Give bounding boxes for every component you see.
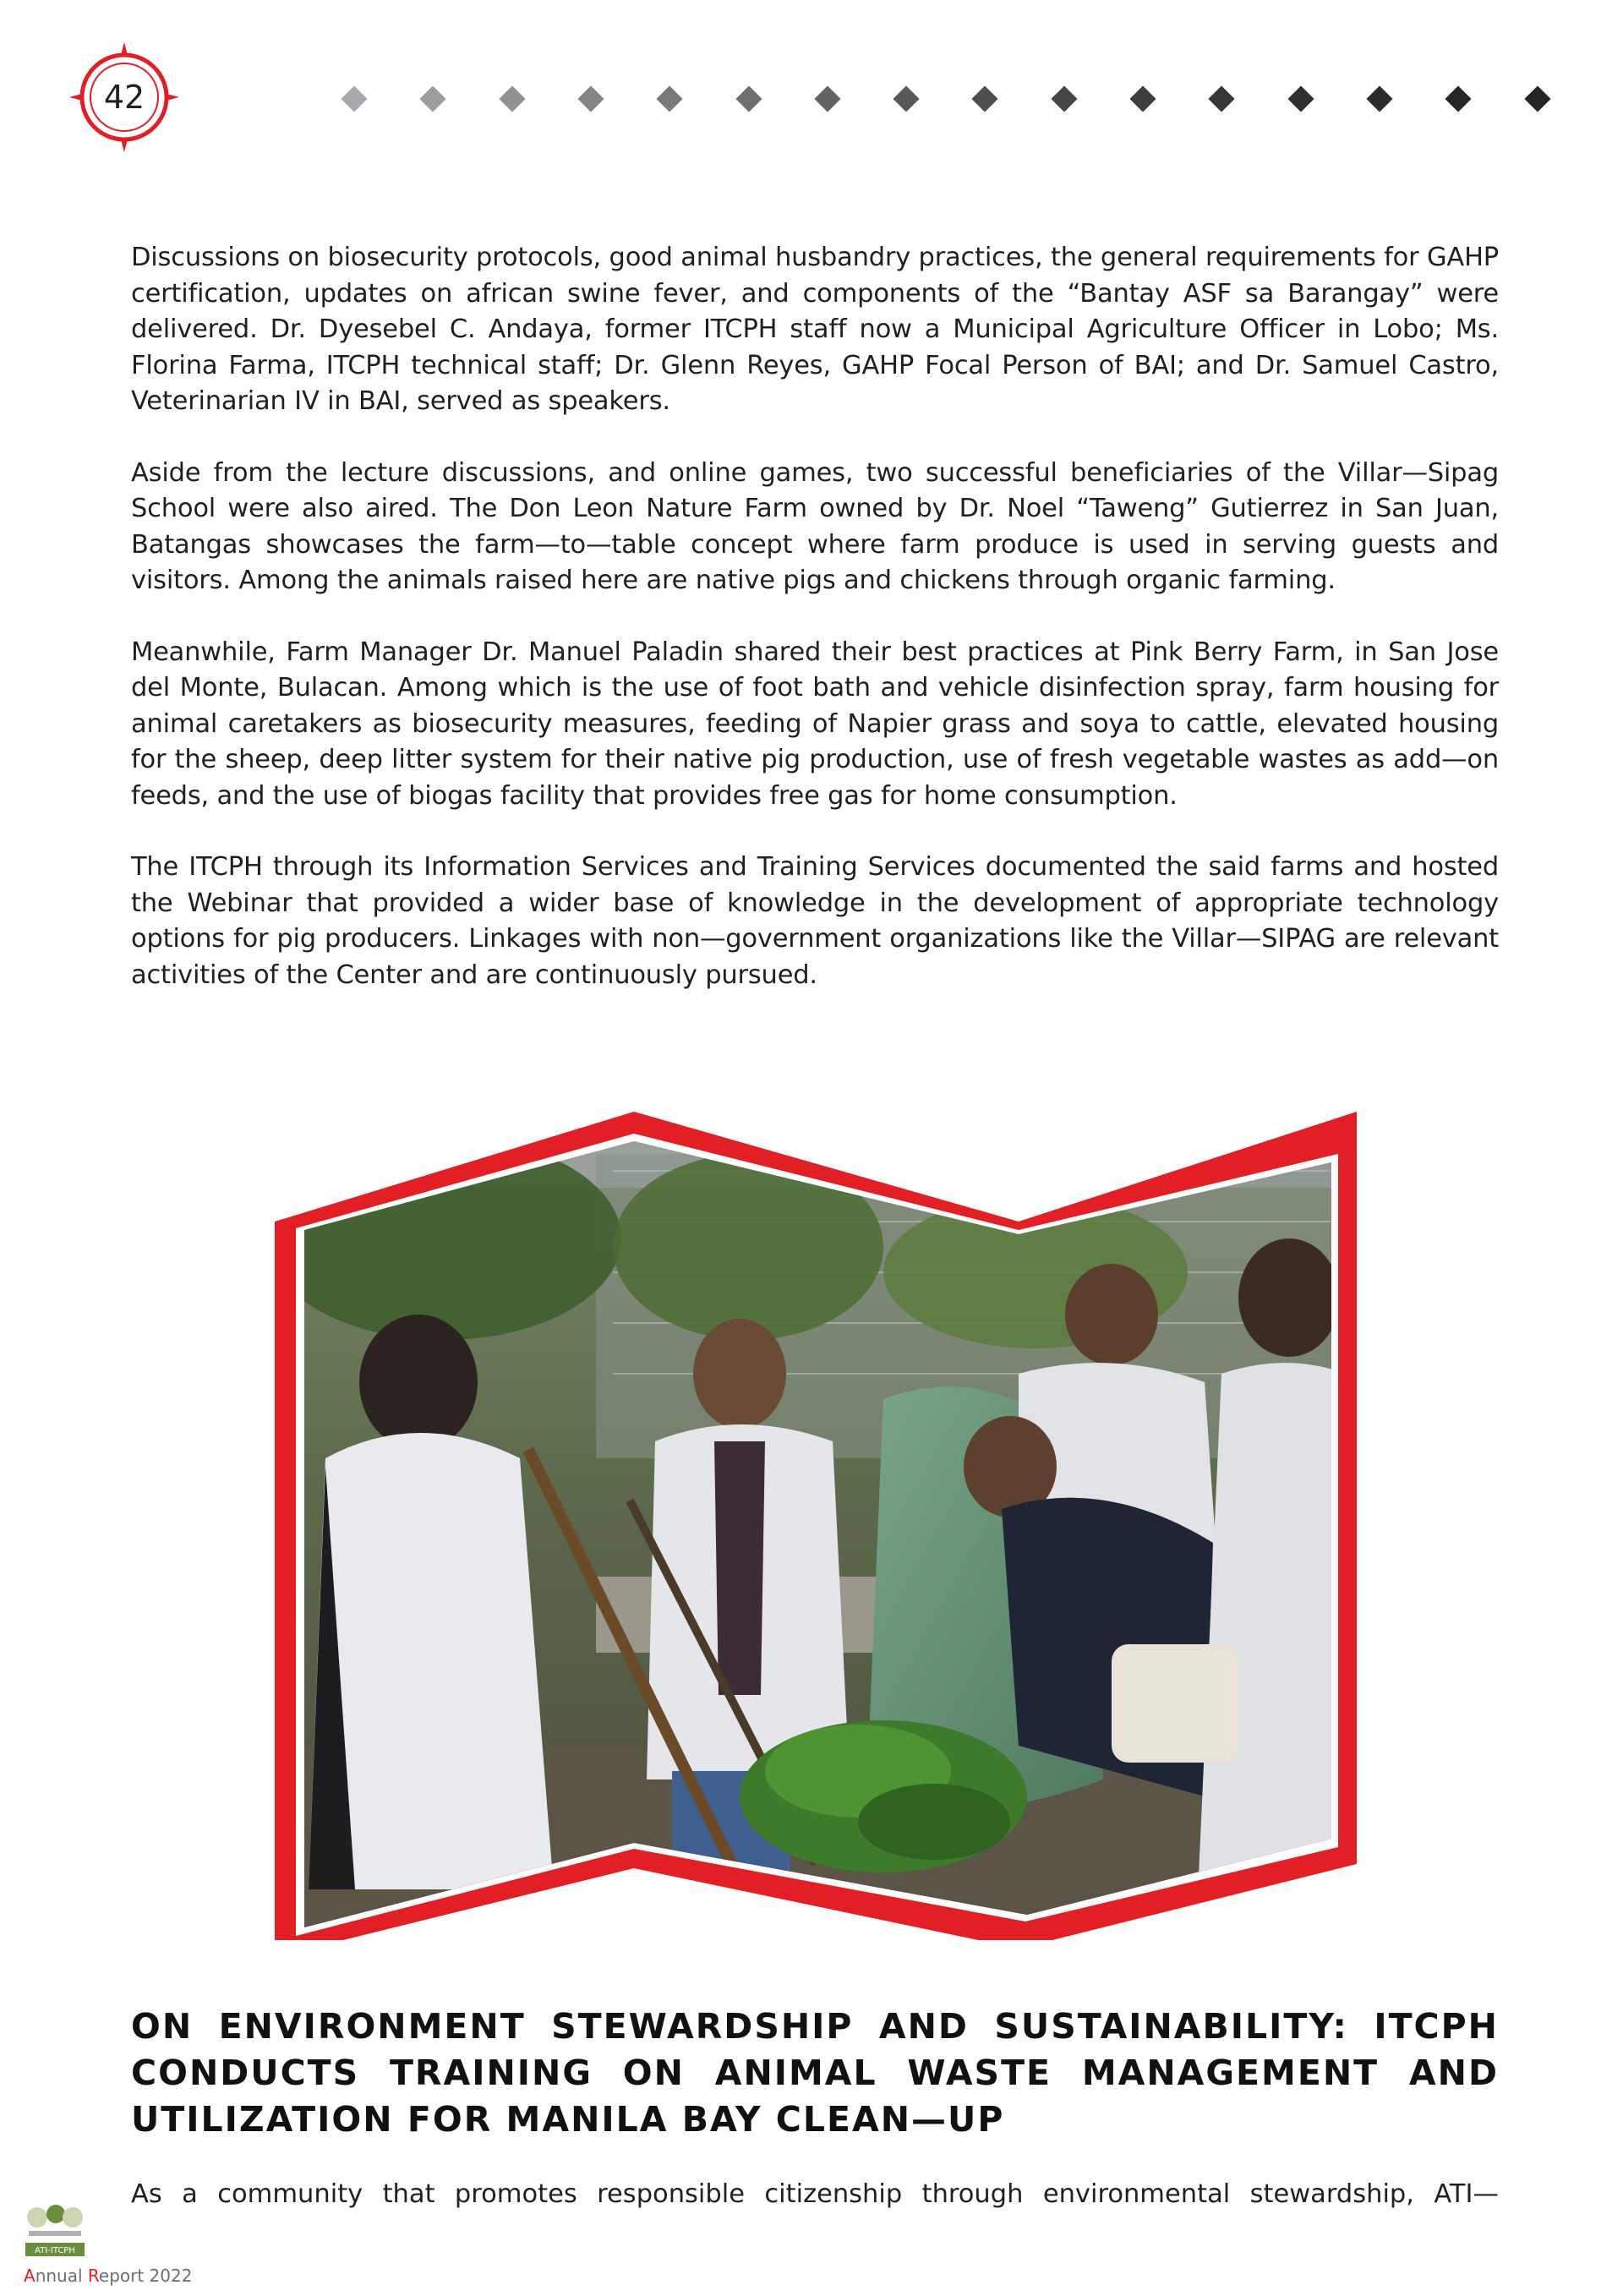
article-paragraph: Aside from the lecture discussions, and online games, two successful beneficiaries of the Villar—Sipag School were also aired. The Don Leon Nature Farm owned by Dr. Noel “Taweng” Gutierrez in San Juan, Batangas showcases the farm—to—table concept where farm produce is used in serving guests and visitors. Among the animals raised here are native pigs and chickens through organic farming. <box>131 457 1499 595</box>
ati-itcph-logo <box>24 2202 86 2261</box>
decorative-diamond-icon <box>1445 85 1471 112</box>
farm-workers-photo <box>275 1103 1357 1940</box>
footer-title-r: R <box>87 2266 99 2286</box>
footer-title-initial: A <box>24 2266 36 2286</box>
footer-title-part: eport 2022 <box>98 2266 193 2286</box>
article-body <box>131 240 1499 1029</box>
photo-frame <box>275 1103 1357 1940</box>
article-paragraph: Discussions on biosecurity protocols, good animal husbandry practices, the general requirements for GAHP certification, updates on african swine fever, and components of the “Bantay ASF sa Barangay” were delivered. Dr. Dyesebel C. Andaya, former ITCPH staff now a Municipal Agriculture Officer in Lobo; Ms. Florina Farma, ITCPH technical staff; Dr. Glenn Reyes, GAHP Focal Person of BAI; and Dr. Samuel Castro, Veterinarian IV in BAI, served as speakers. <box>131 243 1499 416</box>
decorative-diamond-icon <box>971 85 997 112</box>
decorative-diamond-icon <box>656 85 682 112</box>
page-number: 42 <box>103 79 145 116</box>
article-paragraph: Meanwhile, Farm Manager Dr. Manuel Paladin shared their best practices at Pink Berry Farm, in San Jose del Monte, Bulacan. Among which is the use of foot bath and vehicle disinfection spray, farm housing for animal caretakers as biosecurity measures, feeding of Napier grass and soya to cattle, elevated housing for the sheep, deep litter system for their native pig production, use of fresh vegetable wastes as add—on feeds, and the use of biogas facility that provides free gas for home consumption. <box>131 637 1499 811</box>
decorative-diamond-icon <box>419 85 445 112</box>
section-heading: ON ENVIRONMENT STEWARDSHIP AND SUSTAINABILITY: ITCPH CONDUCTS TRAINING ON ANIMAL WASTE MANAGEMENT AND UTILIZATION FOR MANILA BAY CLEAN—UP <box>131 2006 1499 2140</box>
article-paragraph: The ITCPH through its Information Services and Training Services documented the said farms and hosted the Webinar that provided a wider base of knowledge in the development of appropriate technology options for pig producers. Linkages with non—government organizations like the Villar—SIPAG are relevant activities of the Center and are continuously pursued. <box>131 852 1499 990</box>
decorative-diamond-icon <box>1524 85 1550 112</box>
decorative-diamond-icon <box>735 85 762 112</box>
decorative-diamond-icon <box>1051 85 1077 112</box>
decorative-diamond-icon <box>499 85 525 112</box>
decorative-diamond-icon <box>814 85 840 112</box>
header-diamond-row <box>345 86 1554 112</box>
decorative-diamond-icon <box>1208 85 1234 112</box>
decorative-diamond-icon <box>893 85 919 112</box>
footer-annual-report <box>24 2266 192 2286</box>
decorative-diamond-icon <box>341 85 367 112</box>
section-intro: As a community that promotes responsible citizenship through environmental stewardship, ATI— <box>131 2179 1499 2209</box>
decorative-diamond-icon <box>1366 85 1392 112</box>
logo-text: ATI-ITCPH <box>35 2246 75 2255</box>
decorative-diamond-icon <box>1129 85 1156 112</box>
decorative-diamond-icon <box>577 85 604 112</box>
page-number-badge <box>69 42 179 152</box>
decorative-diamond-icon <box>1287 85 1314 112</box>
footer-title-part: nnual <box>35 2266 88 2286</box>
